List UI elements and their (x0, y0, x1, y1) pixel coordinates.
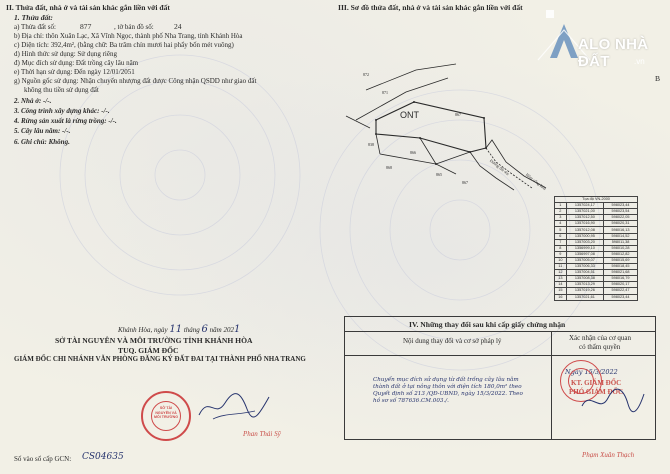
usage-term-line: e) Thời hạn sử dụng: Đến ngày 12/01/2051 (14, 68, 135, 76)
change-date: Ngày 15/3/2022 (565, 368, 618, 376)
plot-number-label: a) Thửa đất số: (14, 23, 56, 31)
origin-line-2: không thu tiền sử dụng đất (24, 86, 99, 94)
table-cell: 598015,69 (604, 257, 638, 263)
change-content-3: Quyết định số 213 /QĐ-UBND, ngày 15/3/2022. Theo (373, 391, 523, 397)
table-cell: 598021,68 (604, 270, 638, 276)
table-cell: 1356997,08 (566, 251, 603, 257)
table-cell: 598020,31 (604, 221, 638, 227)
table-cell: 7 (555, 239, 567, 245)
change-content-1: Chuyển mục đích sử dụng từ đất trồng cây lâu năm (373, 377, 519, 383)
table-cell: 598023,44 (604, 203, 638, 209)
house-line: 2. Nhà ở: -/-. (14, 97, 52, 105)
table-cell: 598012,82 (604, 251, 638, 257)
table-cell: 1357003,20 (566, 239, 603, 245)
neighbor-parcel-1: 872 (363, 72, 369, 77)
watermark-domain: .vn (634, 57, 645, 66)
table-cell: 8 (555, 245, 567, 251)
table-cell: 12 (555, 270, 567, 276)
area-line: c) Diện tích: 392,4m², (bằng chữ: Ba trăm chín mươi hai phẩy bốn mét vuông) (14, 41, 234, 49)
table-cell: 14 (555, 282, 567, 288)
signature-left (195, 385, 275, 425)
change-content-2: thành đất ở tại nông thôn với diện tích 180,0m² theo (373, 384, 522, 390)
road-label-2: Hồm cống Hòa (524, 172, 548, 191)
table-cell: 598022,05 (604, 215, 638, 221)
plot-number-value: 877 (80, 22, 92, 31)
coordinate-table (554, 196, 638, 301)
seal-center-text: SỞ TÀI NGUYÊN VÀ MÔI TRƯỜNG (153, 406, 178, 419)
left-signer-name: Phan Thái Sỹ (243, 430, 281, 438)
other-structures-line: 3. Công trình xây dựng khác: -/-. (14, 107, 110, 115)
change-content-4: hồ sơ số 787636.CM.003./. (373, 398, 449, 404)
land-plot-heading: 1. Thửa đất: (14, 13, 53, 22)
section-ii-heading: II. Thửa đất, nhà ở và tài sản khác gắn liền với đất (6, 3, 170, 12)
registry-value: CS04635 (82, 452, 124, 462)
neighbor-parcel-4: 838 (368, 142, 374, 147)
table-cell: 598016,13 (604, 227, 638, 233)
table-cell: 1357021,00 (566, 209, 603, 215)
table-cell: 1357006,33 (566, 264, 603, 270)
neighbor-parcel-8: 868 (386, 165, 392, 170)
signature-right (578, 384, 648, 424)
table-row (555, 294, 638, 300)
neighbor-parcel-7: 867 (462, 180, 468, 185)
section-iv-heading: IV. Những thay đổi sau khi cấp giấy chứng nhận (409, 320, 566, 329)
table-cell: 598014,52 (604, 233, 638, 239)
table-cell: 5 (555, 227, 567, 233)
neighbor-parcel-2: 871 (382, 90, 388, 95)
table-cell: 1357005,07 (566, 257, 603, 263)
neighbor-parcel-3: 867 (455, 112, 461, 117)
table-cell: 598010,28 (604, 245, 638, 251)
deputy-title-2: PHÓ GIÁM ĐỐC (569, 388, 624, 396)
table-cell: 6 (555, 233, 567, 239)
parcel-sketch (336, 50, 576, 200)
table-cell: 1 (555, 203, 567, 209)
table-cell: 1357012,08 (566, 227, 603, 233)
registry-label: Số vào sổ cấp GCN: (14, 455, 72, 463)
issuing-org: SỞ TÀI NGUYÊN VÀ MÔI TRƯỜNG TỈNH KHÁNH HÒA (55, 336, 253, 345)
table-cell: 598011,38 (604, 239, 638, 245)
authority-header-2: có thẩm quyền (579, 343, 621, 351)
table-cell: 598022,47 (604, 288, 638, 294)
coordinate-table-title: Tọa độ VN-2000 (555, 197, 638, 203)
table-cell: 598023,44 (604, 294, 638, 300)
signing-date: Khánh Hòa, ngày 11 tháng 6 năm 2021 (118, 324, 241, 335)
table-cell: 10 (555, 257, 567, 263)
scale-mark: B (655, 74, 661, 83)
usage-purpose-line: đ) Mục đích sử dụng: Đất trồng cây lâu năm (14, 59, 139, 67)
production-forest-line: 4. Rừng sản xuất là rừng trồng: -/-. (14, 117, 117, 125)
table-cell: 3 (555, 215, 567, 221)
table-cell: 1357012,50 (566, 215, 603, 221)
table-cell: 1357019,26 (566, 288, 603, 294)
map-sheet-value: 24 (174, 22, 182, 31)
table-cell: 15 (555, 288, 567, 294)
table-cell: 598023,54 (604, 209, 638, 215)
address-line: b) Địa chỉ: thôn Xuân Lạc, Xã Vĩnh Ngọc, thành phố Nha Trang, tỉnh Khánh Hòa (14, 32, 243, 40)
table-cell: 1357016,90 (566, 221, 603, 227)
table-cell: 2 (555, 209, 567, 215)
table-cell: 16 (555, 294, 567, 300)
authorization-line: TUQ. GIÁM ĐỐC (118, 346, 179, 355)
neighbor-parcel-6: 865 (436, 172, 442, 177)
right-signer-name: Phạm Xuân Thạch (582, 451, 635, 459)
table-cell: 1357024,17 (566, 203, 603, 209)
table-cell: 13 (555, 276, 567, 282)
origin-line-1: g) Nguồn gốc sử dụng: Nhận chuyển nhượng đất được Công nhận QSDD như giao đất (14, 77, 257, 85)
table-cell: 1357021,61 (566, 294, 603, 300)
table-cell: 598016,79 (604, 276, 638, 282)
table-cell: 1357013,29 (566, 282, 603, 288)
table-cell: 1357004,51 (566, 270, 603, 276)
road-label: Đường đất 4m (488, 158, 511, 177)
neighbor-parcel-5: 866 (410, 150, 416, 155)
change-content-header: Nội dung thay đổi và cơ sở pháp lý (403, 337, 502, 345)
table-cell: 1356999,10 (566, 245, 603, 251)
notes-line: 6. Ghi chú: Không. (14, 138, 70, 146)
table-cell: 4 (555, 221, 567, 227)
table-cell: 598018,45 (604, 264, 638, 270)
table-cell: 1357000,95 (566, 233, 603, 239)
table-cell: 1357008,38 (566, 276, 603, 282)
official-seal-left (141, 391, 191, 441)
table-cell: 9 (555, 251, 567, 257)
watermark-brand: ALO NHÀ ĐẤT (578, 36, 649, 70)
deputy-title-1: KT. GIÁM ĐỐC (571, 379, 622, 387)
usage-form-line: d) Hình thức sử dụng: Sử dụng riêng (14, 50, 117, 58)
table-cell: 11 (555, 264, 567, 270)
table-cell: 598020,17 (604, 282, 638, 288)
authority-header-1: Xác nhận của cơ quan (569, 334, 632, 342)
section-iii-heading: III. Sơ đồ thửa đất, nhà ở và tài sản khác gắn liền với đất (338, 3, 523, 12)
branch-director-title: GIÁM ĐỐC CHI NHÁNH VĂN PHÒNG ĐĂNG KÝ ĐẤT ĐAI TẠI THÀNH PHỐ NHA TRANG (14, 355, 306, 363)
map-sheet-label: , tờ bản đồ số: (114, 23, 154, 31)
parcel-type-label: ONT (400, 110, 419, 120)
perennial-trees-line: 5. Cây lâu năm: -/-. (14, 127, 71, 135)
